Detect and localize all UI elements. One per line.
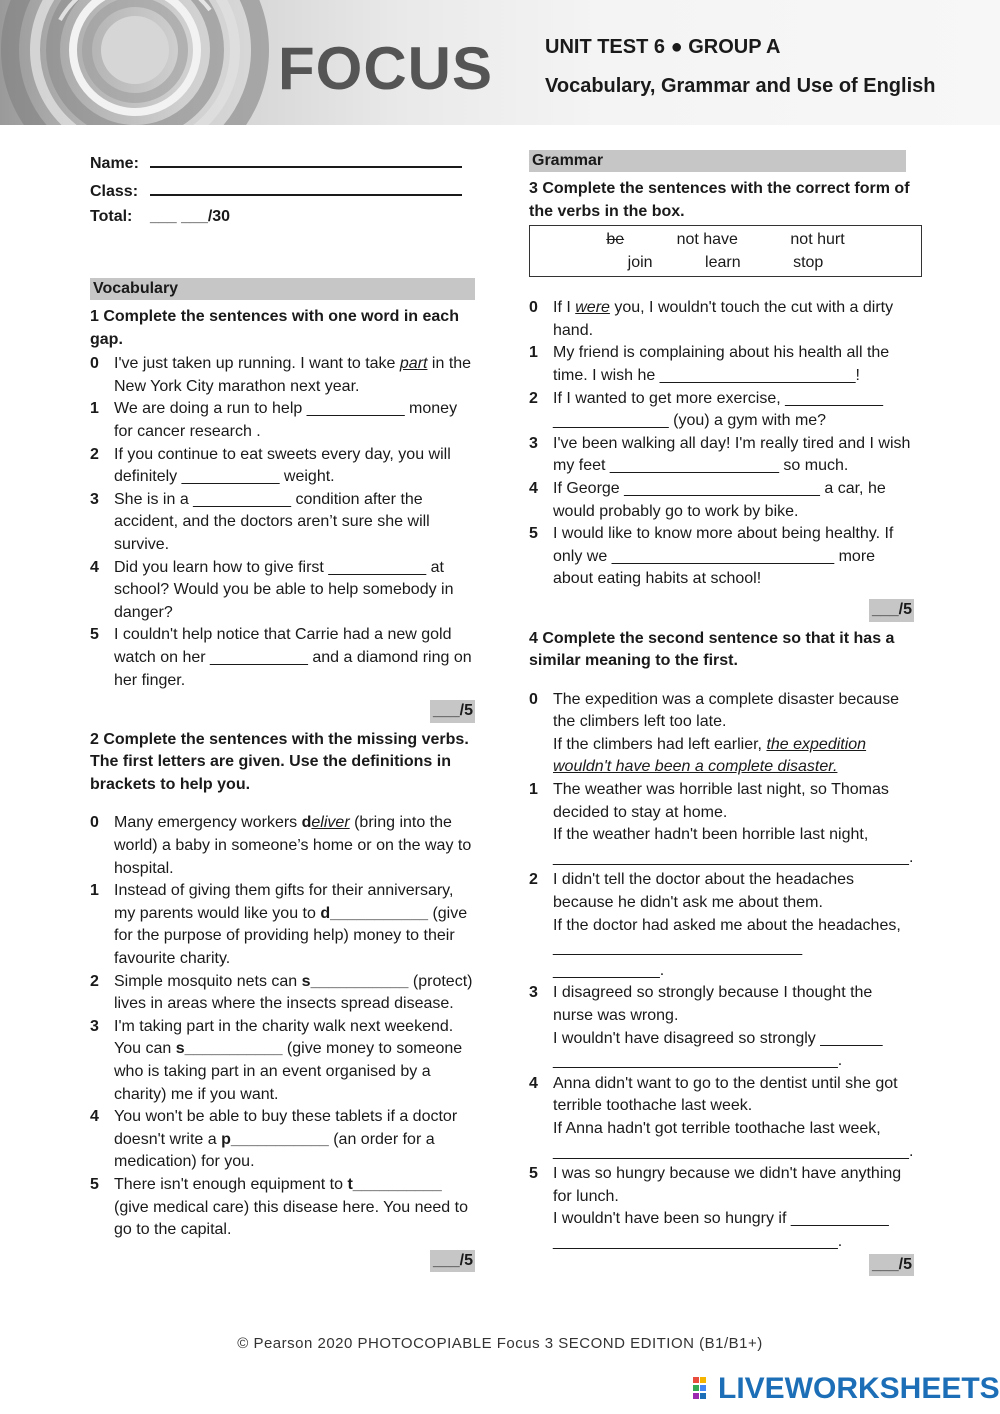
- item-text: Did you learn how to give first ___________ at school? Would you be able to help somebody in danger?: [114, 558, 454, 621]
- item-text: I was so hungry because we didn't have anything for lunch. I wouldn't have been so hungry if ___________ ________________________________.: [553, 1165, 902, 1250]
- item-number: 2: [90, 972, 99, 990]
- item-text: We are doing a run to help ___________ money for cancer research .: [114, 400, 458, 440]
- ex2-item: [90, 812, 475, 880]
- ex4-item[interactable]: [529, 982, 914, 1072]
- ex4-item: [529, 689, 914, 779]
- item-number: 5: [529, 1165, 538, 1183]
- item-number: 2: [90, 445, 99, 463]
- word-box-row: [530, 228, 921, 251]
- ex3-item[interactable]: [529, 388, 914, 433]
- total-score: ___ ___/30: [150, 208, 231, 225]
- ex2-score: ___/5: [90, 1250, 475, 1273]
- item-number: 0: [529, 690, 538, 708]
- item-text: The weather was horrible last night, so Thomas decided to stay at home. If the weather hadn't been horrible last night, ________________________________________.: [553, 781, 914, 866]
- item-number: 5: [529, 525, 538, 543]
- item-text: Anna didn't want to go to the dentist until she got terrible toothache last week. If Anna hadn't got terrible toothache last week, ________________________________________.: [553, 1074, 914, 1160]
- ex1-item: [90, 353, 475, 398]
- swirl-logo-graphic: [0, 0, 270, 125]
- grammar-heading: Grammar: [529, 150, 906, 172]
- item-text: I'm taking part in the charity walk next weekend. You can s___________ (give money to someone who is taking part in an event organised by a charity) me if you want.: [114, 1017, 463, 1103]
- item-number: 4: [90, 1108, 99, 1126]
- left-column: [90, 150, 475, 1272]
- unit-title: UNIT TEST 6 ● GROUP A: [545, 36, 781, 58]
- example-answer: were: [575, 299, 610, 317]
- item-number: 4: [529, 479, 538, 497]
- item-number: 4: [90, 558, 99, 576]
- ex2-item[interactable]: [90, 1174, 475, 1242]
- box-word: join: [627, 254, 653, 272]
- item-text: She is in a ___________ condition after the accident, and the doctors aren’t sure she will survive.: [114, 490, 430, 553]
- ex2-item[interactable]: [90, 1016, 475, 1106]
- ex1-score: ___/5: [90, 700, 475, 723]
- item-text: I've just taken up running. I want to take part in the New York City marathon next year.: [114, 355, 472, 395]
- ex3-instruction: 3 Complete the sentences with the correct form of the verbs in the box.: [529, 180, 910, 220]
- item-number: 3: [529, 434, 538, 452]
- item-number: 5: [90, 1175, 99, 1193]
- total-row: [90, 206, 475, 234]
- example-answer: the expedition wouldn't have been a complete disaster.: [553, 735, 867, 776]
- item-text: Instead of giving them gifts for their anniversary, my parents would like you to d___________ (give for the purpose of providing help) money to their favourite charity.: [114, 882, 468, 968]
- vocabulary-heading: Vocabulary: [90, 278, 475, 300]
- box-word: not hurt: [790, 231, 845, 249]
- unit-subtitle: Vocabulary, Grammar and Use of English: [545, 75, 936, 97]
- ex1-item[interactable]: [90, 557, 475, 625]
- item-number: 1: [529, 781, 538, 799]
- ex2-instruction: 2 Complete the sentences with the missing verbs. The first letters are given. Use the definitions in brackets to help you.: [90, 730, 469, 793]
- header-banner: [0, 0, 1000, 125]
- item-text: You won't be able to buy these tablets if a doctor doesn't write a p___________ (an order for a medication) for you.: [114, 1108, 458, 1171]
- item-number: 3: [90, 490, 99, 508]
- item-text: If I wanted to get more exercise, ___________ _____________ (you) a gym with me?: [553, 389, 883, 430]
- item-number: 2: [529, 389, 538, 407]
- item-text: If George ______________________ a car, he would probably go to work by bike.: [553, 479, 886, 520]
- name-field[interactable]: [150, 150, 462, 168]
- focus-logo: FOCUS: [278, 35, 493, 102]
- liveworksheets-brand[interactable]: [693, 1372, 1000, 1406]
- name-label: Name:: [90, 155, 139, 172]
- class-row: [90, 178, 475, 206]
- class-label: Class:: [90, 183, 139, 200]
- box-word: be: [606, 231, 625, 249]
- item-text: I disagreed so strongly because I thought the nurse was wrong. I wouldn't have disagreed so strongly _______ ________________________________.: [553, 984, 883, 1070]
- ex1-item[interactable]: [90, 624, 475, 692]
- item-number: 1: [90, 882, 99, 900]
- ex3-item[interactable]: [529, 342, 914, 387]
- ex4-item[interactable]: [529, 1163, 914, 1253]
- ex2-item[interactable]: [90, 971, 495, 1016]
- item-text: The expedition was a complete disaster because the climbers left too late. If the climbers had left earlier, the expedition wouldn't have been a complete disaster.: [553, 690, 899, 776]
- ex4-item[interactable]: [529, 1073, 914, 1163]
- ex1-item[interactable]: [90, 444, 475, 489]
- liveworksheets-text: LIVEWORKSHEETS: [718, 1372, 1000, 1405]
- item-text: Many emergency workers deliver (bring into the world) a baby in someone’s home or on the way to hospital.: [114, 814, 472, 877]
- item-number: 5: [90, 626, 99, 644]
- ex3-score: ___/5: [529, 599, 914, 622]
- ex3-item: [529, 297, 914, 342]
- total-label: Total:: [90, 208, 133, 225]
- ex2-item[interactable]: [90, 880, 475, 970]
- word-box-row: [530, 251, 921, 274]
- right-column: [529, 150, 914, 1276]
- box-word: not have: [676, 231, 738, 249]
- ex2-item[interactable]: [90, 1106, 475, 1174]
- ex1-item[interactable]: [90, 489, 475, 557]
- item-number: 1: [529, 344, 538, 362]
- item-number: 1: [90, 400, 99, 418]
- item-text: If I were you, I wouldn't touch the cut with a dirty hand.: [553, 299, 894, 339]
- ex3-item[interactable]: [529, 523, 914, 591]
- example-answer: eliver: [311, 814, 350, 832]
- ex1-instruction: 1 Complete the sentences with one word in each gap.: [90, 308, 459, 348]
- item-text: I would like to know more about being healthy. If only we _________________________ more about eating habits at school!: [553, 525, 894, 588]
- item-number: 4: [529, 1074, 538, 1092]
- item-text: I didn't tell the doctor about the headaches because he didn't ask me about them. If the doctor had asked me about the headaches, ____________________________ ____________.: [553, 871, 901, 979]
- copyright-footer: © Pearson 2020 PHOTOCOPIABLE Focus 3 SECOND EDITION (B1/B1+): [237, 1335, 763, 1352]
- item-number: 0: [90, 355, 99, 373]
- ex3-item[interactable]: [529, 478, 914, 523]
- box-word: learn: [705, 254, 741, 272]
- item-number: 3: [90, 1017, 99, 1035]
- item-text: Simple mosquito nets can s___________ (protect) lives in areas where the insects spread disease.: [114, 972, 473, 1013]
- item-text: I couldn't help notice that Carrie had a new gold watch on her ___________ and a diamond ring on her finger.: [114, 626, 472, 689]
- box-word: stop: [793, 254, 824, 272]
- ex3-item[interactable]: [529, 433, 914, 478]
- ex4-score: ___/5: [529, 1254, 914, 1277]
- example-answer: part: [399, 355, 428, 373]
- liveworksheets-logo-icon: [693, 1375, 715, 1401]
- item-text: I've been walking all day! I'm really tired and I wish my feet ___________________ so much.: [553, 434, 911, 475]
- item-text: If you continue to eat sweets every day, you will definitely ___________ weight.: [114, 445, 451, 486]
- ex1-item[interactable]: [90, 398, 475, 443]
- item-number: 2: [529, 871, 538, 889]
- item-text: There isn't enough equipment to t__________ (give medical care) this disease here. You need to go to the capital.: [114, 1175, 468, 1239]
- class-field[interactable]: [150, 178, 462, 196]
- item-text: My friend is complaining about his health all the time. I wish he ______________________!: [553, 344, 890, 384]
- name-row: [90, 150, 475, 178]
- ex4-instruction: 4 Complete the second sentence so that it has a similar meaning to the first.: [529, 629, 895, 670]
- item-number: 0: [529, 299, 538, 317]
- word-box: [529, 225, 922, 277]
- ex4-item[interactable]: [529, 869, 914, 982]
- item-number: 3: [529, 984, 538, 1002]
- ex4-item[interactable]: [529, 779, 914, 869]
- item-number: 0: [90, 814, 99, 832]
